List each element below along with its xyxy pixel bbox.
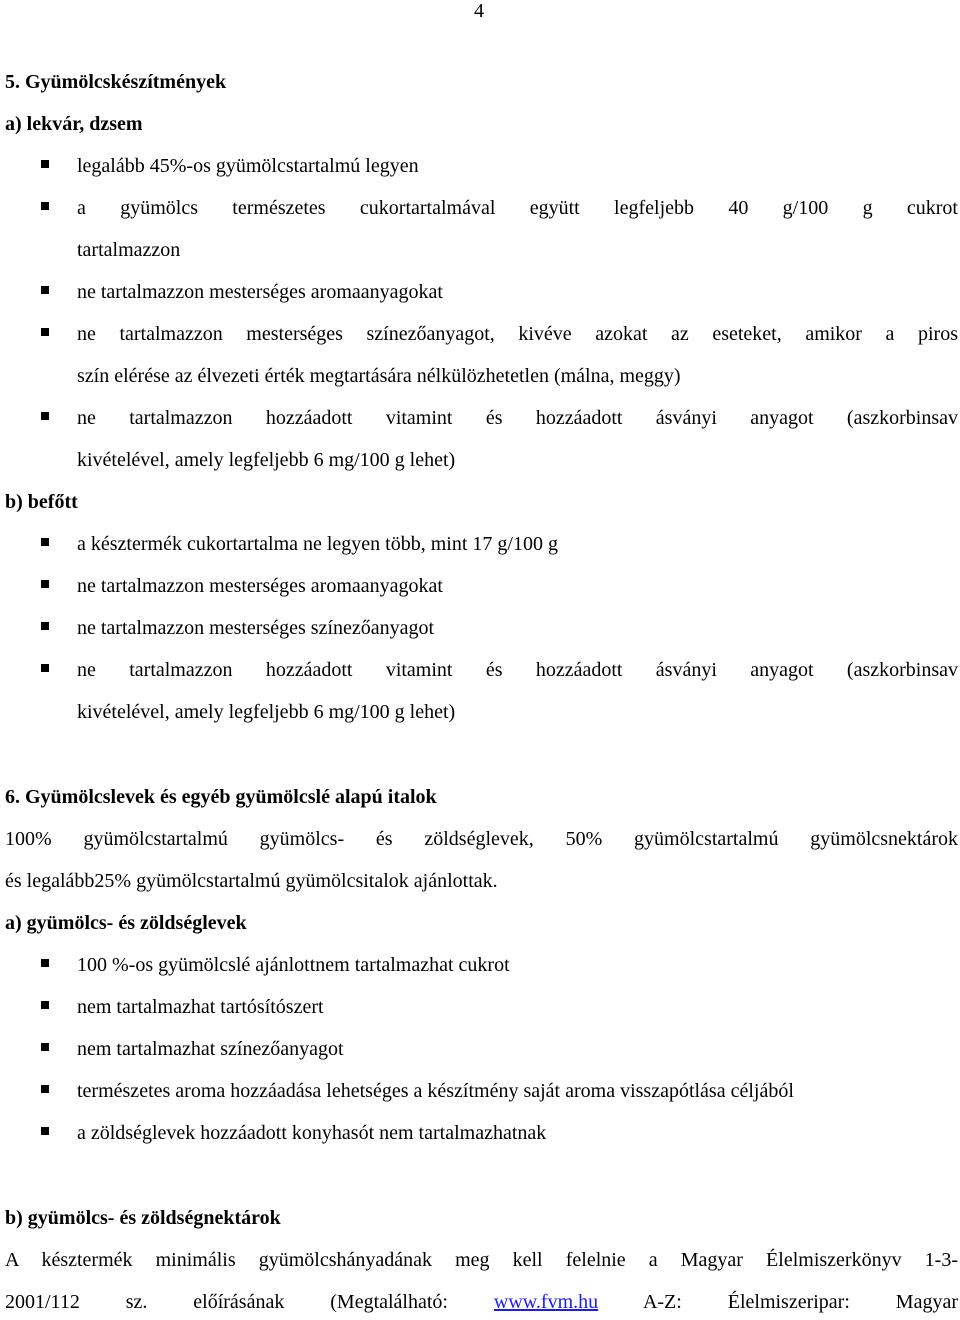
bullet-icon bbox=[41, 328, 49, 336]
section-6b-text: A késztermék minimális gyümölcshányadának meg kell felelnie a Magyar Élelmiszerkönyv 1-3- bbox=[5, 1249, 958, 1271]
list-item: ne tartalmazzon mesterséges aromaanyagokat bbox=[77, 281, 443, 303]
bullet-icon bbox=[41, 286, 49, 294]
list-item: ne tartalmazzon mesterséges színezőanyagot bbox=[77, 617, 435, 639]
list-item: nem tartalmazhat tartósítószert bbox=[77, 996, 324, 1018]
bullet-icon bbox=[41, 1043, 49, 1051]
bullet-icon bbox=[41, 959, 49, 967]
section-6-title: 6. Gyümölcslevek és egyéb gyümölcslé alapú italok bbox=[5, 786, 437, 808]
list-item: nem tartalmazhat színezőanyagot bbox=[77, 1038, 344, 1060]
bullet-icon bbox=[41, 1127, 49, 1135]
section-6b-title: b) gyümölcs- és zöldségnektárok bbox=[5, 1207, 281, 1229]
list-item: ne tartalmazzon hozzáadott vitamint és hozzáadott ásványi anyagot (aszkorbinsav bbox=[77, 659, 958, 681]
list-item-continuation: kivételével, amely legfeljebb 6 mg/100 g lehet) bbox=[77, 449, 456, 471]
list-item: a késztermék cukortartalma ne legyen több, mint 17 g/100 g bbox=[77, 533, 558, 555]
section-6b-text-continuation bbox=[5, 1290, 958, 1314]
section-6b-text-pre: 2001/112 sz. előírásának (Megtalálható: bbox=[5, 1291, 448, 1313]
bullet-icon bbox=[41, 538, 49, 546]
bullet-icon bbox=[41, 1085, 49, 1093]
bullet-icon bbox=[41, 664, 49, 672]
bullet-icon bbox=[41, 412, 49, 420]
section-5-title: 5. Gyümölcskészítmények bbox=[5, 71, 227, 93]
fvm-link[interactable]: www.fvm.hu bbox=[493, 1291, 599, 1313]
section-6a-title: a) gyümölcs- és zöldséglevek bbox=[5, 912, 247, 934]
bullet-icon bbox=[41, 580, 49, 588]
bullet-icon bbox=[41, 160, 49, 168]
list-item: a gyümölcs természetes cukortartalmával együtt legfeljebb 40 g/100 g cukrot bbox=[77, 197, 958, 219]
bullet-icon bbox=[41, 622, 49, 630]
list-item: a zöldséglevek hozzáadott konyhasót nem tartalmazhatnak bbox=[77, 1122, 547, 1144]
section-6b-text-post: A-Z: Élelmiszeripar: Magyar bbox=[642, 1291, 958, 1313]
list-item: ne tartalmazzon hozzáadott vitamint és hozzáadott ásványi anyagot (aszkorbinsav bbox=[77, 407, 958, 429]
section-5b-title: b) befőtt bbox=[5, 491, 78, 513]
section-6-intro-continuation: és legalább25% gyümölcstartalmú gyümölcsitalok ajánlottak. bbox=[5, 870, 498, 892]
list-item: 100 %-os gyümölcslé ajánlottnem tartalmazhat cukrot bbox=[77, 954, 510, 976]
list-item: legalább 45%-os gyümölcstartalmú legyen bbox=[77, 155, 419, 177]
list-item: ne tartalmazzon mesterséges színezőanyagot, kivéve azokat az eseteket, amikor a piros bbox=[77, 323, 958, 345]
list-item: természetes aroma hozzáadása lehetséges a készítmény saját aroma visszapótlása céljából bbox=[77, 1080, 794, 1102]
list-item-continuation: tartalmazzon bbox=[77, 239, 181, 261]
list-item-continuation: szín elérése az élvezeti érték megtartására nélkülözhetetlen (málna, meggy) bbox=[77, 365, 681, 387]
list-item: ne tartalmazzon mesterséges aromaanyagokat bbox=[77, 575, 443, 597]
bullet-icon bbox=[41, 202, 49, 210]
section-6-intro: 100% gyümölcstartalmú gyümölcs- és zöldséglevek, 50% gyümölcstartalmú gyümölcsnektárok bbox=[5, 828, 958, 850]
bullet-icon bbox=[41, 1001, 49, 1009]
page-number: 4 bbox=[474, 0, 484, 22]
list-item-continuation: kivételével, amely legfeljebb 6 mg/100 g lehet) bbox=[77, 701, 456, 723]
section-5a-title: a) lekvár, dzsem bbox=[5, 113, 143, 135]
